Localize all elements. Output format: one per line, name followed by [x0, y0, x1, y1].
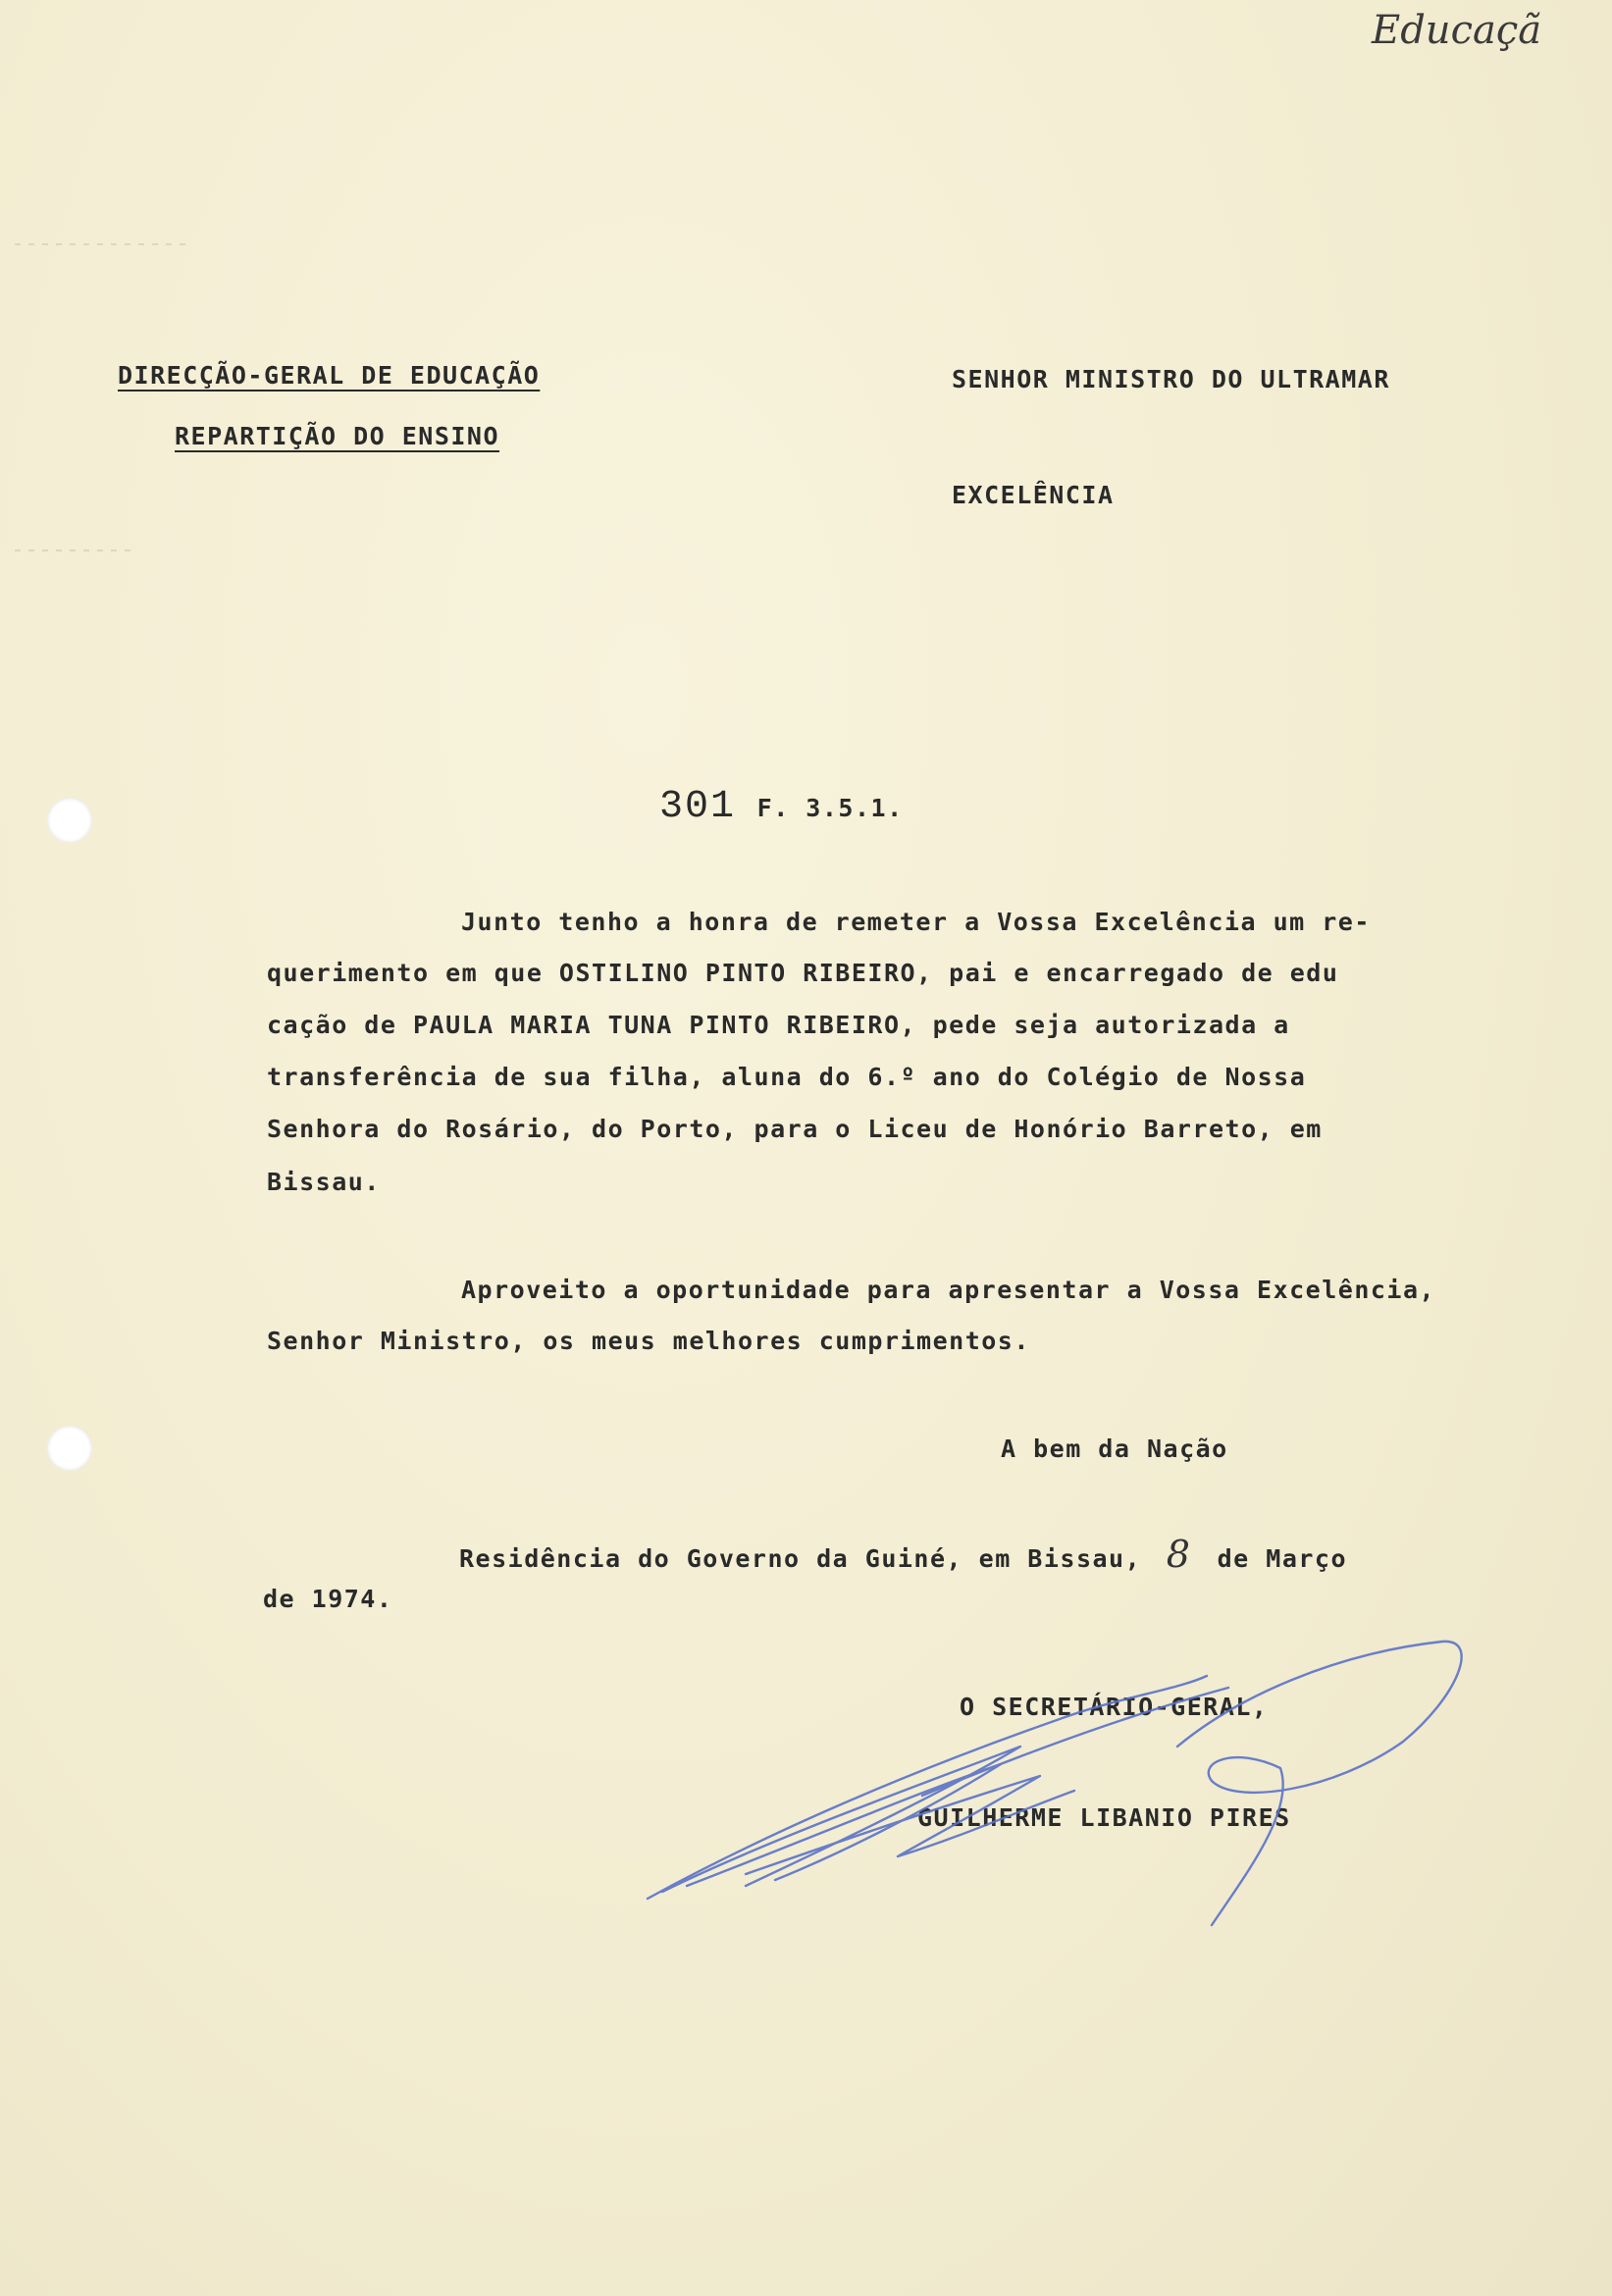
body-line: Senhora do Rosário, do Porto, para o Liceu de Honório Barreto, em [267, 1115, 1323, 1143]
body-line: Aproveito a oportunidade para apresentar a Vossa Excelência, [461, 1276, 1436, 1304]
reference-code: F. 3.5.1. [756, 794, 904, 822]
punch-hole-bottom [47, 1426, 92, 1471]
place-text: Residência do Governo da Guiné, em Bissau, [459, 1544, 1142, 1573]
handwritten-day: 8 [1166, 1533, 1190, 1576]
salutation: EXCELÊNCIA [952, 481, 1115, 509]
body-line: querimento em que OSTILINO PINTO RIBEIRO, pai e encarregado de edu [267, 959, 1339, 987]
section-title: REPARTIÇÃO DO ENSINO [175, 422, 500, 450]
closing-motto: A bem da Nação [1001, 1435, 1228, 1463]
signer-name: GUILHERME LIBANIO PIRES [917, 1803, 1291, 1832]
month-text: de Março [1217, 1544, 1348, 1573]
body-line: cação de PAULA MARIA TUNA PINTO RIBEIRO, pede seja autorizada a [267, 1011, 1290, 1039]
addressee: SENHOR MINISTRO DO ULTRAMAR [952, 365, 1390, 393]
reference-number: 301 [659, 785, 737, 829]
punch-hole-top [47, 798, 92, 843]
department-title: DIRECÇÃO-GERAL DE EDUCAÇÃO [118, 361, 541, 390]
date-line [459, 1533, 1347, 1576]
body-line: Senhor Ministro, os meus melhores cumprimentos. [267, 1327, 1030, 1355]
faint-ruling [15, 549, 132, 551]
body-line: transferência de sua filha, aluna do 6.º ano do Colégio de Nossa [267, 1063, 1307, 1091]
signer-title: O SECRETÁRIO-GERAL, [960, 1693, 1269, 1721]
handwritten-signature [628, 1580, 1491, 1953]
faint-ruling [15, 243, 191, 245]
body-line: Junto tenho a honra de remeter a Vossa Excelência um re- [461, 908, 1371, 936]
year-text: de 1974. [263, 1585, 393, 1613]
reference-line [659, 785, 904, 829]
handwritten-note: Educaçã [1372, 8, 1542, 53]
body-line: Bissau. [267, 1168, 381, 1196]
